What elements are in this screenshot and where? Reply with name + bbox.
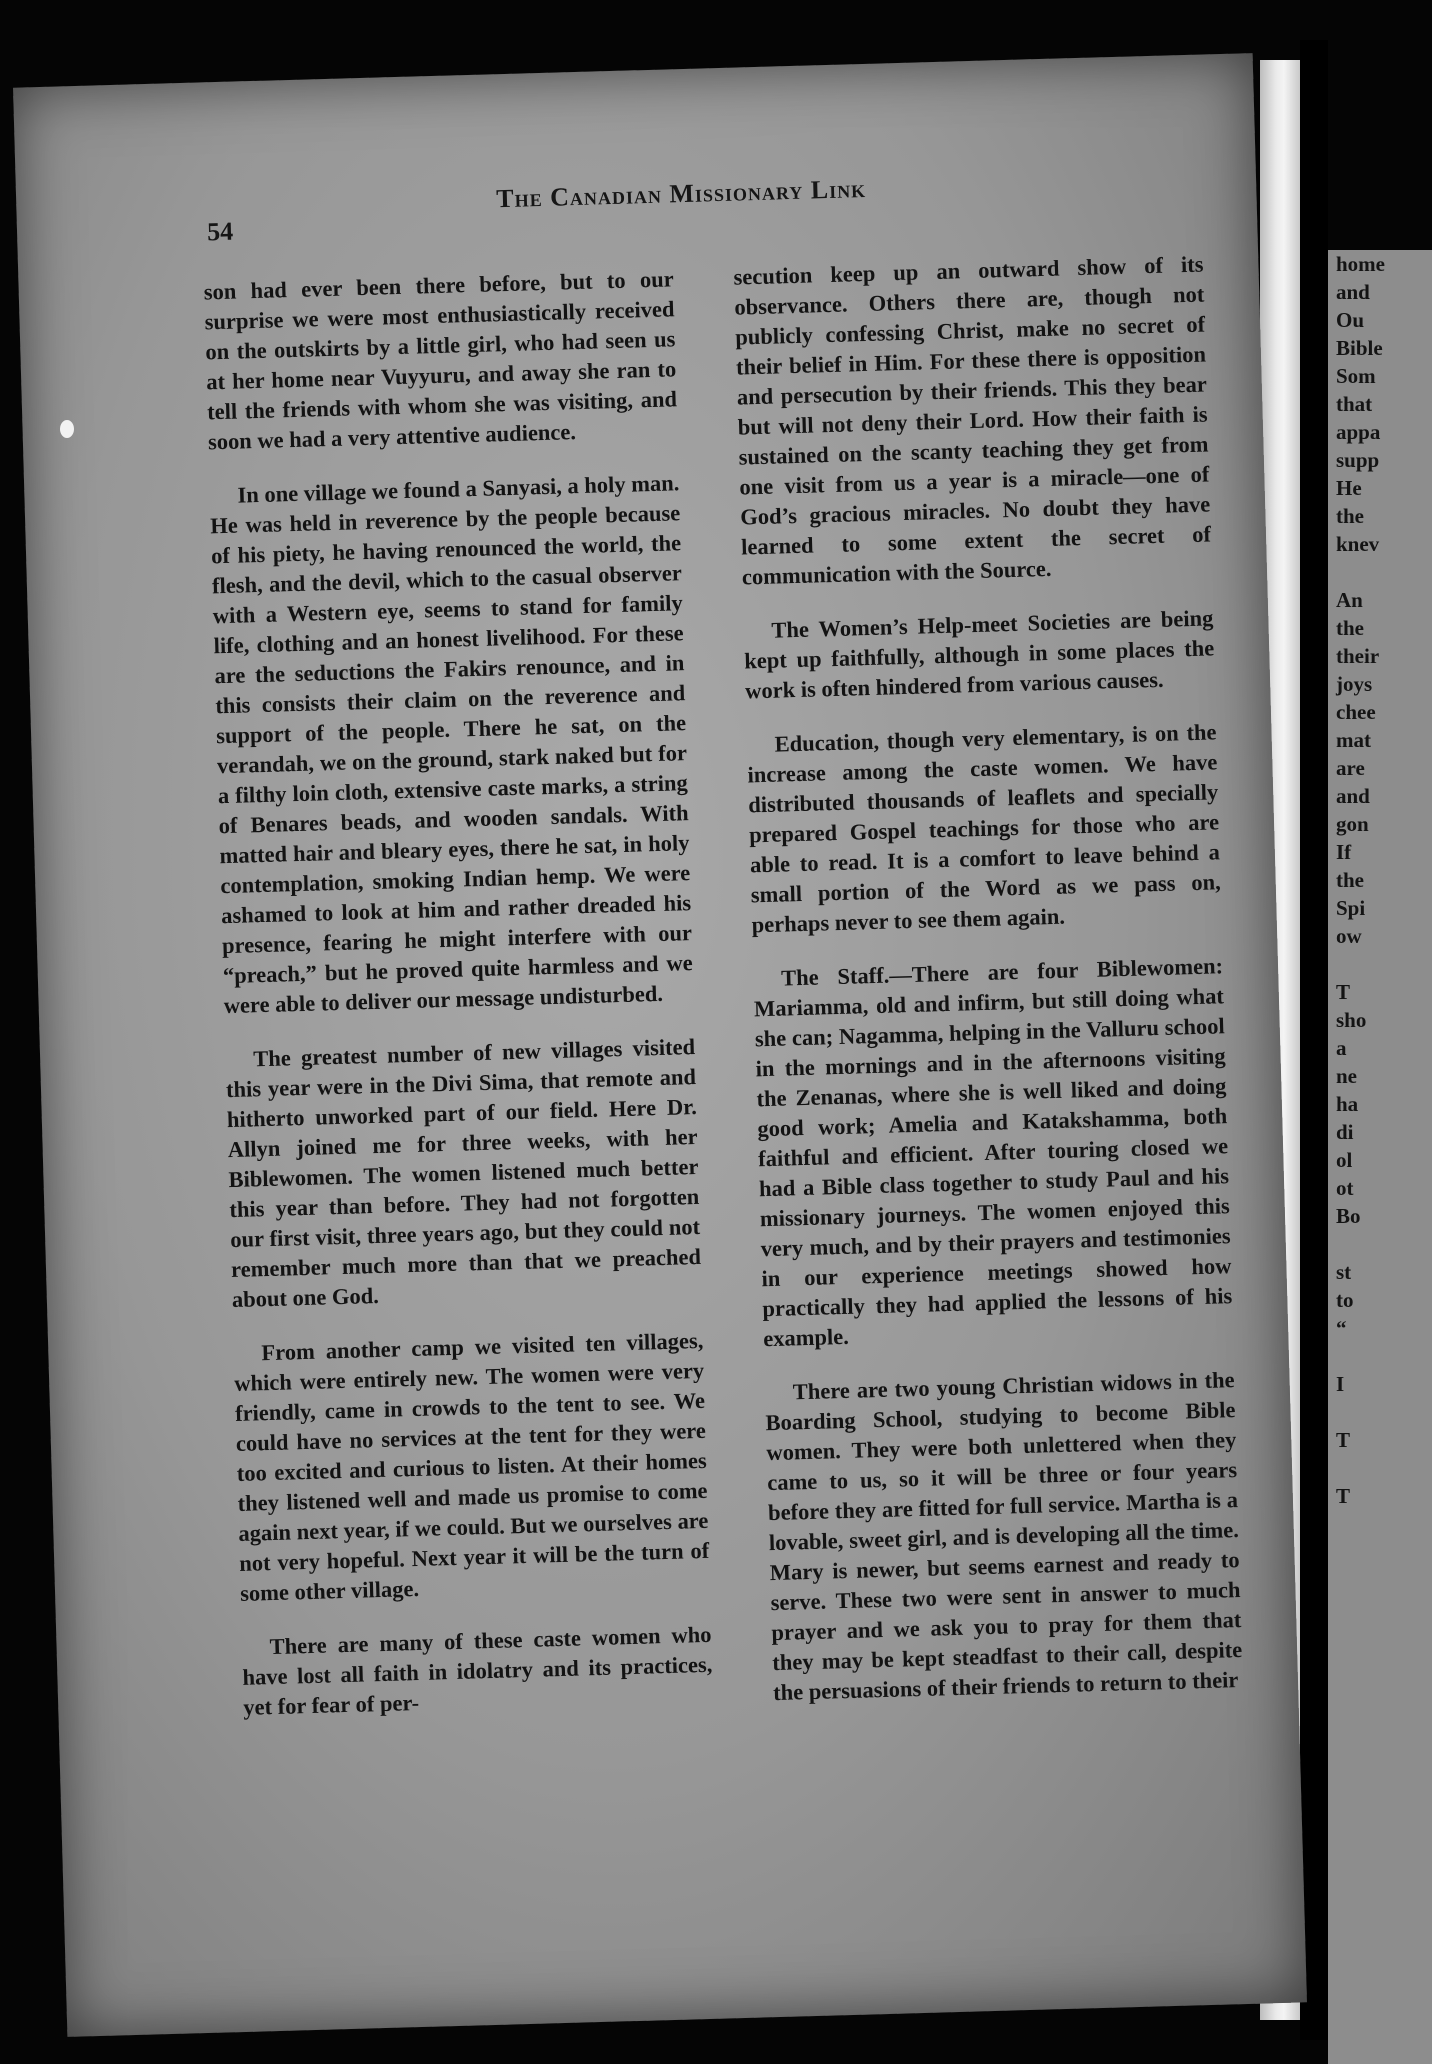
adjacent-text-fragment: supp [1336, 448, 1380, 472]
adjacent-text-fragment: He [1336, 476, 1362, 500]
adjacent-text-fragment: Ou [1336, 308, 1365, 332]
adjacent-text-fragment [1328, 1398, 1432, 1426]
adjacent-text-fragment: their [1336, 644, 1380, 668]
book-page [13, 53, 1307, 2037]
adjacent-text-fragment: a [1336, 1036, 1347, 1060]
adjacent-text-fragment: If [1336, 840, 1352, 864]
scan-speck [60, 420, 74, 438]
adjacent-text-fragment: to [1336, 1288, 1354, 1312]
adjacent-text-fragment: home [1336, 252, 1385, 276]
adjacent-text-fragment: ot [1336, 1176, 1354, 1200]
paragraph: There are two young Christian widows in the Boarding School, studying to become Bible women. They were both unlettered when they came to us, so it will be three or four years before they are fitted for full service. Martha is a lovable, sweet girl, and is developing all the time. Mary is newer, but seems earnest and ready to serve. These two were sent in answer to much prayer and we ask you to pray for them that they may be kept steadfast to their call, despite the persuasions of their friends to return to their [765, 1367, 1243, 1706]
adjacent-text-fragment: joys [1336, 672, 1373, 696]
adjacent-text-fragment: An [1336, 588, 1363, 612]
paragraph: The greatest number of new villages visited this year were in the Divi Sima, that remote and hitherto unworked part of our field. Here Dr. Allyn joined me for three weeks, with her Biblewomen. The women listened much better this year than before. They had not forgotten our first visit, three years ago, but they could not remember much more than that we preached about one God. [225, 1034, 702, 1313]
right-column [733, 250, 1244, 1733]
adjacent-text-fragment: gon [1336, 812, 1369, 836]
adjacent-text-fragment: di [1336, 1120, 1354, 1144]
adjacent-text-fragment: the [1336, 504, 1364, 528]
adjacent-text-fragment: ol [1336, 1148, 1353, 1172]
adjacent-text-fragment: appa [1336, 420, 1381, 444]
adjacent-text-fragment [1328, 1454, 1432, 1482]
adjacent-text-fragment: ha [1336, 1092, 1359, 1116]
paragraph: The Staff.—There are four Biblewomen: Mariamma, old and infirm, but still doing what she can; Nagamma, helping in the Valluru school in the mornings and in the afternoons visiting the Zenanas, where she is well liked and doing good work; Amelia and Katakshamma, both faithful and efficient. After touring closed we had a Bible class together to study Paul and his missionary journeys. The women enjoyed this very much, and by their prayers and testimonies in our experience meetings showed how practically they had applied the lessons of his example. [753, 953, 1233, 1352]
adjacent-text-fragment: and [1336, 784, 1370, 808]
running-head: The Canadian Missionary Link [495, 173, 867, 214]
left-column [203, 264, 714, 1747]
adjacent-text-fragment [1328, 950, 1432, 978]
adjacent-text-fragment: T [1336, 1428, 1351, 1452]
paragraph: Education, though very elementary, is on the increase among the caste women. We have distributed thousands of leaflets and specially prepared Gospel teachings for those who are able to read. It is a comfort to leave behind a small portion of the Word as we pass on, perhaps never to see them again. [747, 719, 1222, 938]
adjacent-text-fragment: knev [1336, 532, 1380, 556]
adjacent-text-fragment [1328, 1342, 1432, 1370]
adjacent-text-fragment: T [1336, 1484, 1351, 1508]
adjacent-text-fragment: Som [1336, 364, 1376, 388]
adjacent-text-fragment: I [1336, 1372, 1345, 1396]
adjacent-text-fragment [1328, 1230, 1432, 1258]
adjacent-text-fragment: are [1336, 756, 1365, 780]
adjacent-text-fragment: the [1336, 616, 1364, 640]
adjacent-text-fragment: that [1336, 392, 1373, 416]
adjacent-text-fragment: Bible [1336, 336, 1383, 360]
adjacent-text-fragment: chee [1336, 700, 1376, 724]
adjacent-text-fragment: mat [1336, 728, 1371, 752]
adjacent-text-fragment: st [1336, 1260, 1352, 1284]
book-gutter [1300, 40, 1328, 2040]
paragraph: son had ever been there before, but to our surprise we were most enthusiastically received on the outskirts by a little girl, who had seen us at her home near Vuyyuru, and away she ran to tell the friends with whom she was visiting, and soon we had a very attentive audience. [203, 266, 678, 455]
adjacent-page [1328, 250, 1432, 2064]
page-number: 54 [206, 216, 234, 247]
paragraph: The Women’s Help-meet Societies are being kept up faithfully, although in some places the work is often hindered from various causes. [743, 605, 1215, 704]
adjacent-text-fragment: “ [1336, 1316, 1347, 1340]
adjacent-text-fragment: Spi [1336, 896, 1366, 920]
adjacent-text-fragment: sho [1336, 1008, 1367, 1032]
adjacent-text-fragment: Bo [1336, 1204, 1361, 1228]
adjacent-text-fragment [1328, 558, 1432, 586]
adjacent-text-fragment: ne [1336, 1064, 1357, 1088]
adjacent-text-fragment: the [1336, 868, 1364, 892]
adjacent-text-fragment: T [1336, 980, 1351, 1004]
paragraph: In one village we found a Sanyasi, a holy man. He was held in reverence by the people because of his piety, he having renounced the world, the flesh, and the devil, which to the casual observer with a Western eye, seems to stand for family life, clothing and an honest livelihood. For these are the seductions the Fakirs renounce, and in this consists their claim on the reverence and support of the people. There he sat, on the verandah, we on the ground, stark naked but for a filthy loin cloth, extensive caste marks, a string of Benares beads, and wooden sandals. With matted hair and bleary eyes, there he sat, in holy contemplation, smoking Indian hemp. We were ashamed to look at him and rather dreaded his presence, fearing he might interfere with our “preach,” but he proved quite harmless and we were able to deliver our message undisturbed. [209, 470, 694, 1019]
adjacent-text-fragment: ow [1336, 924, 1362, 948]
paragraph: secution keep up an outward show of its observance. Others there are, though not publicly confessing Christ, make no secret of their belief in Him. For these there is opposition and persecution by their friends. This they bear but will not deny their Lord. How their faith is sustained on the scanty teaching they get from one visit from us a year is a miracle—one of God’s gracious miracles. No doubt they have learned to some extent the secret of communication with the Source. [733, 251, 1212, 590]
adjacent-text-fragment: and [1336, 280, 1370, 304]
paragraph: There are many of these caste women who have lost all faith in idolatry and its practices, yet for fear of per- [242, 1621, 713, 1720]
paragraph: From another camp we visited ten villages, which were entirely new. The women were very friendly, came in crowds to the tent to see. We could have no services at the tent for they were too excited and curious to listen. At their homes they listened well and made us promise to come again next year, if we could. But we ourselves are not very hopeful. Next year it will be the turn of some other village. [233, 1327, 710, 1606]
